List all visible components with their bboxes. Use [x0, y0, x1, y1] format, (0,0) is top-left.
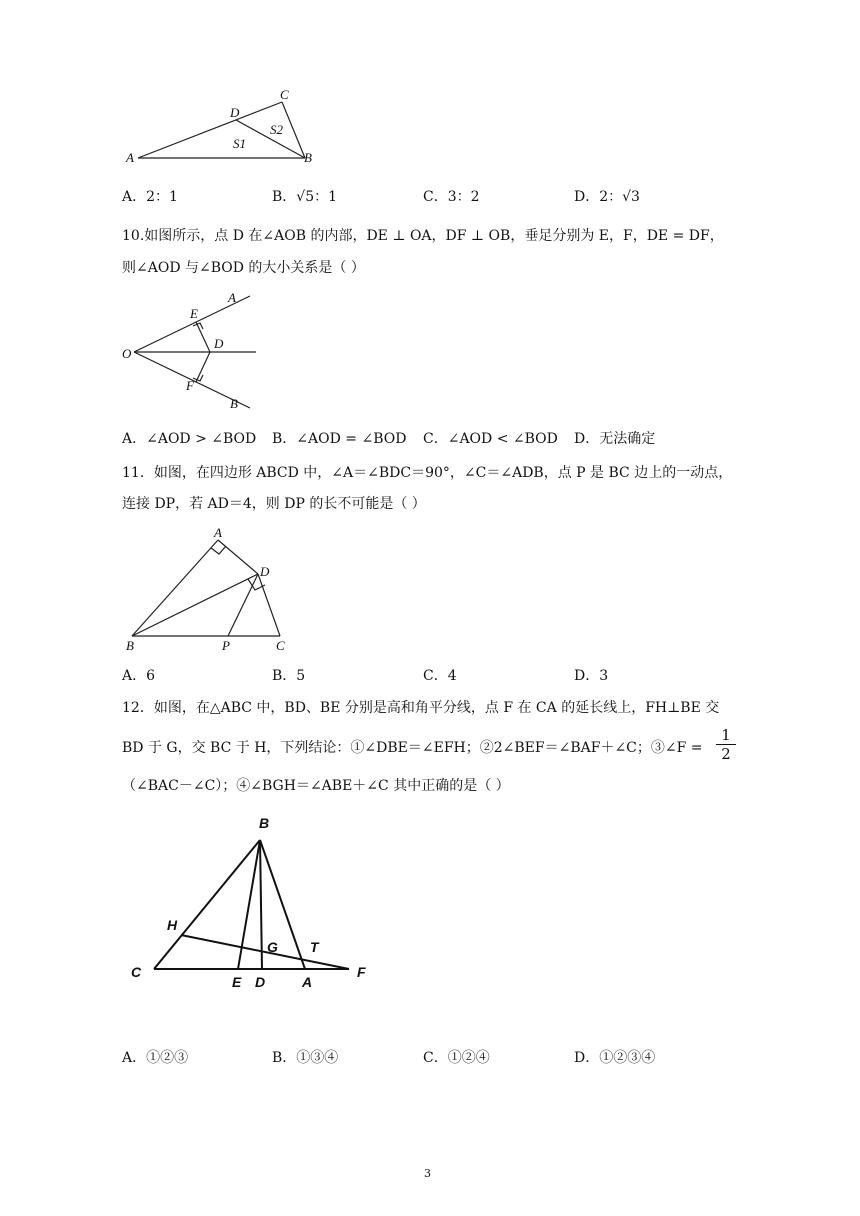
fig11-label-d: D — [260, 564, 270, 579]
q10-option-b: B．∠AOD = ∠BOD — [272, 431, 407, 447]
fig12-label-h: H — [167, 917, 178, 933]
q9-option-c: C．3：2 — [423, 189, 480, 205]
q10-option-a: A．∠AOD > ∠BOD — [122, 431, 257, 447]
fig12-label-g: G — [267, 939, 278, 955]
q10-stem-line1: 10.如图所示，点 D 在∠AOB 的内部，DE ⊥ OA，DF ⊥ OB，垂足分别为 E，F，DE = DF， — [122, 228, 724, 244]
fig12-label-b: B — [259, 815, 270, 831]
fig12-label-a: A — [302, 974, 313, 990]
q12-option-b: B．①③④ — [272, 1050, 339, 1066]
fig12-label-e: E — [232, 974, 242, 990]
fig10-label-d: D — [214, 336, 224, 351]
q10-option-d: D．无法确定 — [574, 431, 656, 447]
q9-option-d: D．2：√3 — [574, 189, 640, 205]
fig10-label-a: A — [228, 290, 236, 305]
q9-option-a: A．2：1 — [122, 189, 178, 205]
fig9-label-c: C — [280, 87, 289, 102]
q11-option-b: B．5 — [272, 668, 306, 684]
q12-fraction-denominator: 2 — [716, 744, 736, 763]
fig9-label-a: A — [126, 150, 134, 165]
q12-option-a: A．①②③ — [122, 1050, 189, 1066]
q11-option-d: D．3 — [574, 668, 609, 684]
q12-stem-line2: BD 于 G，交 BC 于 H，下列结论：①∠DBE＝∠EFH；②2∠BEF＝∠BAF＋∠C；③∠F = — [122, 740, 703, 756]
fig10-label-e: E — [190, 306, 198, 321]
q10-option-c: C．∠AOD < ∠BOD — [423, 431, 558, 447]
q12-fraction — [716, 726, 736, 763]
fig11-label-b: B — [126, 638, 134, 653]
figure-q12 — [125, 812, 385, 992]
fig12-label-d: D — [255, 974, 266, 990]
fig10-label-f: F — [186, 378, 194, 393]
figure-q10 — [118, 288, 268, 416]
q11-option-c: C．4 — [423, 668, 457, 684]
fig11-label-p: P — [222, 638, 230, 653]
q12-fraction-numerator: 1 — [721, 726, 731, 744]
q11-stem-line2: 连接 DP，若 AD＝4，则 DP 的长不可能是（ ） — [122, 496, 426, 512]
fig11-label-a: A — [214, 525, 222, 540]
fig9-label-d: D — [230, 105, 240, 120]
fig10-label-b: B — [230, 396, 238, 411]
q12-option-c: C．①②④ — [423, 1050, 490, 1066]
q11-option-a: A．6 — [122, 668, 156, 684]
fig9-label-s2: S2 — [270, 122, 283, 137]
fig9-label-b: B — [304, 150, 312, 165]
q12-stem-line3: （∠BAC－∠C）；④∠BGH＝∠ABE＋∠C 其中正确的是（ ） — [122, 778, 510, 794]
page-number: 3 — [424, 1167, 431, 1180]
figure-q9 — [120, 86, 330, 166]
fig9-label-s1: S1 — [233, 136, 246, 151]
q11-stem-line1: 11．如图，在四边形 ABCD 中，∠A＝∠BDC＝90°，∠C＝∠ADB，点 P 是 BC 边上的一动点， — [122, 465, 733, 481]
q9-option-b: B．√5：1 — [272, 189, 338, 205]
fig12-label-f: F — [357, 964, 366, 980]
fig10-label-o: O — [122, 346, 132, 361]
q12-option-d: D．①②③④ — [574, 1050, 656, 1066]
q10-stem-line2: 则∠AOD 与∠BOD 的大小关系是（ ） — [122, 260, 365, 276]
q12-stem-line1: 12．如图，在△ABC 中，BD、BE 分别是高和角平分线，点 F 在 CA 的延长线上，FH⊥BE 交 — [122, 700, 720, 716]
figure-q11 — [118, 524, 298, 654]
fig12-label-t: T — [310, 939, 319, 955]
fig12-label-c: C — [131, 964, 142, 980]
fig11-label-c: C — [276, 638, 285, 653]
